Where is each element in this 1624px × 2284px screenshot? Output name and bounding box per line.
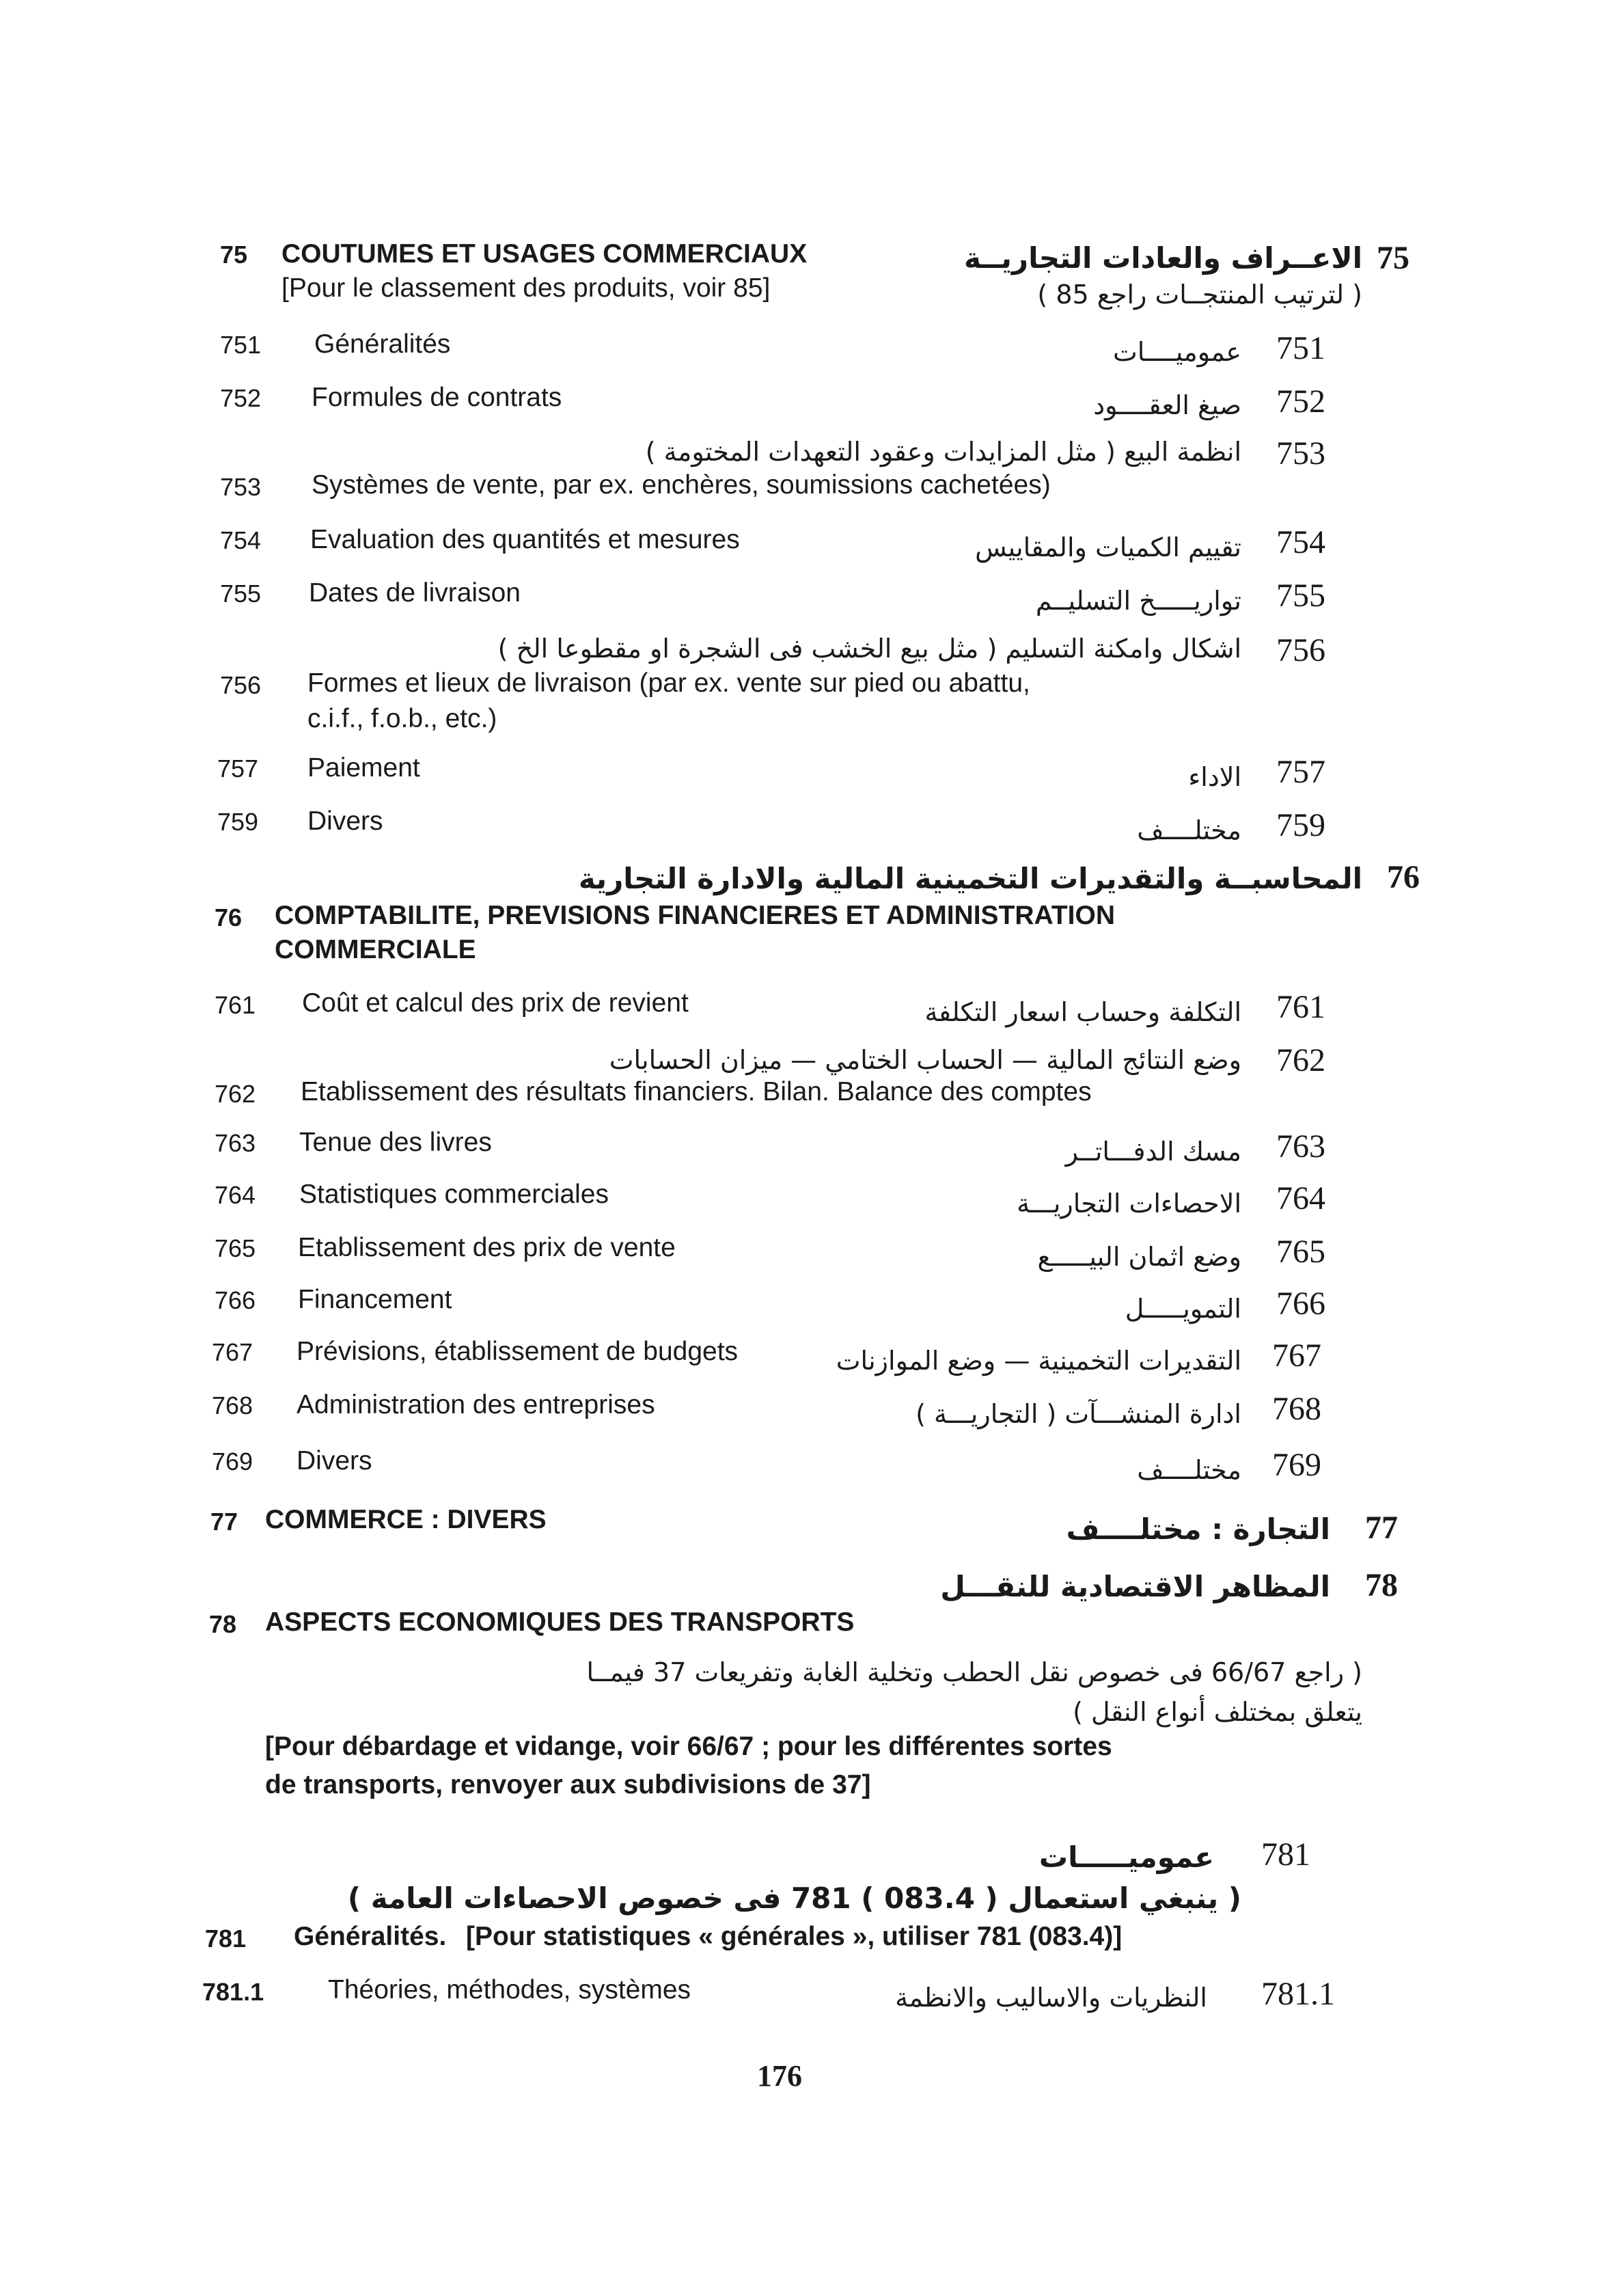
entry-label-ar: ادارة المنشـــآت ( التجاريـــة ) <box>916 1399 1241 1429</box>
entry-num-ar: 757 <box>1276 754 1325 790</box>
entry-num-ar: 766 <box>1276 1286 1325 1322</box>
section-num-ar-77: 77 <box>1365 1510 1398 1546</box>
entry-num-ar: 763 <box>1276 1128 1325 1165</box>
section-num-ar-78: 78 <box>1365 1567 1398 1603</box>
entry-code: 767 <box>212 1338 253 1366</box>
entry-code: 781.1 <box>202 1978 264 2006</box>
entry-label-fr: Divers <box>297 1446 372 1476</box>
entry-label-ar: التمويـــــل <box>1125 1294 1241 1324</box>
section-note-fr-78-cont: de transports, renvoyer aux subdivisions de 37] <box>265 1770 871 1799</box>
entry-label-fr: Financement <box>298 1285 452 1314</box>
entry-code: 764 <box>215 1181 256 1209</box>
entry-code: 757 <box>217 754 259 783</box>
entry-code: 752 <box>220 384 262 412</box>
section-title-ar-77: التجارة : مختلــــف <box>1066 1512 1330 1546</box>
section-code-76: 76 <box>215 903 243 932</box>
section-num-ar-76: 76 <box>1387 859 1420 895</box>
entry-label-fr: Théories, méthodes, systèmes <box>328 1975 691 2004</box>
entry-num-ar: 769 <box>1272 1447 1321 1483</box>
entry-label-fr: Paiement <box>307 753 420 783</box>
entry-code: 755 <box>220 580 262 608</box>
entry-label-fr: Généralités. <box>294 1922 447 1951</box>
page-number: 176 <box>757 2059 802 2093</box>
entry-label-fr: Etablissement des prix de vente <box>298 1233 676 1262</box>
entry-num-ar: 781.1 <box>1261 1976 1335 2012</box>
entry-num-ar: 767 <box>1272 1337 1321 1374</box>
entry-num-ar: 765 <box>1276 1234 1325 1270</box>
entry-label-ar: وضع النتائج المالية — الحساب الختامي — ميزان الحسابات <box>609 1045 1241 1075</box>
entry-label-ar: التقديرات التخمينية — وضع الموازنات <box>836 1346 1241 1376</box>
entry-label-ar: مختلــــف <box>1137 1455 1241 1485</box>
entry-label-ar: الاداء <box>1188 762 1241 792</box>
entry-label-ar: تقييم الكميات والمقاييس <box>975 532 1241 562</box>
entry-code: 753 <box>220 473 262 501</box>
entry-label-fr: Généralités <box>314 329 451 359</box>
entry-label-ar: عموميــــات <box>1113 337 1241 367</box>
entry-code: 766 <box>215 1286 256 1314</box>
entry-code: 765 <box>215 1234 256 1262</box>
entry-code: 769 <box>212 1447 253 1476</box>
entry-label-ar: صيغ العقــــود <box>1093 390 1241 420</box>
entry-num-ar: 756 <box>1276 632 1325 668</box>
entry-label-fr: Prévisions, établissement de budgets <box>297 1337 739 1366</box>
section-title-fr-76-cont: COMMERCIALE <box>275 935 476 964</box>
section-num-ar-75: 75 <box>1377 240 1409 276</box>
entry-note-fr: [Pour statistiques « générales », utiliser 781 (083.4)] <box>466 1922 1123 1951</box>
entry-code: 781 <box>205 1925 247 1953</box>
section-note-ar-75: ( لترتيب المنتجــات راجع 85 ) <box>1037 280 1362 310</box>
section-note-fr-78: [Pour débardage et vidange, voir 66/67 ; pour les différentes sortes <box>265 1732 1112 1761</box>
entry-code: 768 <box>212 1391 253 1419</box>
section-note-ar-78: ( راجع 66/67 فى خصوص نقل الحطب وتخلية الغابة وتفريعات 37 فيمــا <box>586 1657 1362 1687</box>
entry-code: 756 <box>220 671 262 699</box>
entry-label-fr: Systèmes de vente, par ex. enchères, soumissions cachetées) <box>312 470 1051 500</box>
section-note-ar-78-cont: يتعلق بمختلف أنواع النقل ) <box>1073 1697 1362 1727</box>
section-title-fr-75: COUTUMES ET USAGES COMMERCIAUX <box>281 239 808 269</box>
entry-label-fr: Statistiques commerciales <box>299 1180 609 1209</box>
entry-label-ar: مسك الدفـــاتــر <box>1065 1137 1241 1167</box>
entry-num-ar: 755 <box>1276 577 1325 614</box>
entry-num-ar: 751 <box>1276 330 1325 366</box>
entry-label-ar: عموميـــــات <box>1038 1840 1214 1874</box>
section-code-77: 77 <box>210 1508 238 1536</box>
entry-label-fr: Dates de livraison <box>309 578 521 608</box>
entry-label-fr: Formules de contrats <box>312 383 562 412</box>
entry-num-ar: 761 <box>1276 989 1325 1025</box>
entry-code: 754 <box>220 526 262 554</box>
entry-label-ar: التكلفة وحساب اسعار التكلفة <box>924 997 1241 1027</box>
entry-label-ar: وضع اثمان البيـــــع <box>1037 1242 1241 1272</box>
entry-label-fr: Evaluation des quantités et mesures <box>310 525 740 554</box>
section-title-ar-75: الاعــراف والعادات التجاريــة <box>963 241 1362 275</box>
entry-label-fr: Administration des entreprises <box>297 1390 655 1419</box>
section-note-fr-75: [Pour le classement des produits, voir 85] <box>281 273 771 303</box>
entry-label-ar: انظمة البيع ( مثل المزايدات وعقود التعهدات المختومة ) <box>645 437 1241 467</box>
entry-num-ar: 759 <box>1276 807 1325 843</box>
entry-note-ar: ( ينبغي استعمال ( 083.4 ) 781 فى خصوص الاحصاءات العامة ) <box>347 1881 1241 1915</box>
section-title-ar-78: المظاهر الاقتصادية للنقـــل <box>940 1570 1330 1603</box>
section-title-fr-78: ASPECTS ECONOMIQUES DES TRANSPORTS <box>265 1607 855 1637</box>
entry-label-ar: تواريـــــخ التسليــم <box>1035 586 1241 616</box>
entry-num-ar: 754 <box>1276 524 1325 560</box>
entry-num-ar: 762 <box>1276 1042 1325 1078</box>
entry-label-fr: Formes et lieux de livraison (par ex. vente sur pied ou abattu, <box>307 668 1030 698</box>
entry-label-ar: اشكال وامكنة التسليم ( مثل بيع الخشب فى الشجرة او مقطوعا الخ ) <box>497 634 1241 664</box>
entry-code: 763 <box>215 1129 256 1157</box>
entry-label-fr: Tenue des livres <box>299 1128 492 1157</box>
entry-label-ar: مختلــــف <box>1137 815 1241 845</box>
entry-num-ar: 752 <box>1276 383 1325 420</box>
entry-label-ar: الاحصاءات التجاريـــة <box>1017 1188 1241 1219</box>
entry-num-ar: 768 <box>1272 1391 1321 1427</box>
section-code-78: 78 <box>209 1610 237 1638</box>
entry-num-ar: 753 <box>1276 435 1325 472</box>
entry-num-ar: 781 <box>1261 1836 1310 1873</box>
entry-code: 751 <box>220 331 262 359</box>
entry-label-ar: النظريات والاساليب والانظمة <box>895 1983 1207 2013</box>
entry-label-fr: Etablissement des résultats financiers. Bilan. Balance des comptes <box>301 1077 1092 1106</box>
entry-code: 761 <box>215 991 256 1019</box>
entry-code: 759 <box>217 808 259 836</box>
section-title-fr-77: COMMERCE : DIVERS <box>265 1505 547 1534</box>
entry-label-fr-cont: c.i.f., f.o.b., etc.) <box>307 704 497 733</box>
entry-code: 762 <box>215 1080 256 1108</box>
section-code-75: 75 <box>220 241 248 269</box>
entry-label-fr: Coût et calcul des prix de revient <box>302 988 689 1018</box>
section-title-ar-76: المحاسبــة والتقديرات التخمينية المالية والادارة التجارية <box>578 862 1362 895</box>
section-title-fr-76: COMPTABILITE, PREVISIONS FINANCIERES ET ADMINISTRATION <box>275 901 1115 930</box>
entry-num-ar: 764 <box>1276 1180 1325 1216</box>
entry-label-fr: Divers <box>307 806 383 836</box>
